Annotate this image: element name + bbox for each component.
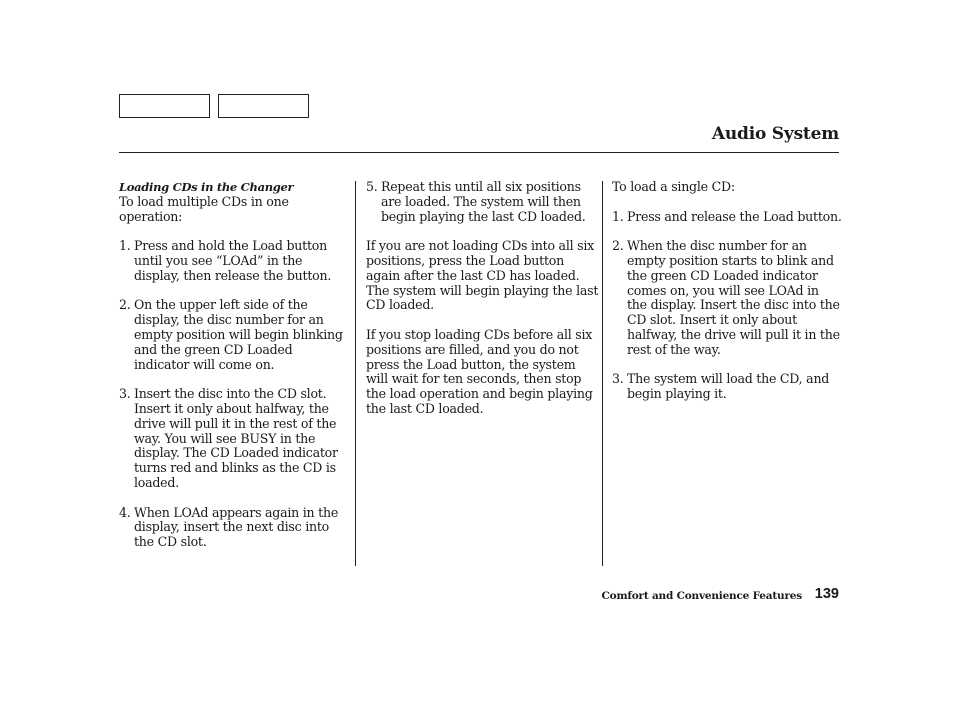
column-2 (366, 180, 600, 432)
intro-text: To load multiple CDs in one operation: (119, 193, 289, 224)
step-text: Press and release the Load button. (627, 208, 842, 224)
step-text: When LOAd appears again in the display, insert the next disc into the CD slot. (134, 504, 339, 550)
paragraph: If you stop loading CDs before all six positions are filled, and you do not press the Load button, the system will wait for ten seconds, then stop the load operation and begin playing the last CD loaded. (366, 326, 593, 416)
footer-section-label: Comfort and Convenience Features (601, 590, 802, 602)
step-item (612, 372, 842, 402)
page-number: 139 (814, 586, 839, 602)
step-item (612, 239, 842, 357)
intro-text: To load a single CD: (612, 179, 735, 194)
step-number: 1. (612, 208, 624, 224)
step-text: On the upper left side of the display, the disc number for an empty position will begin blinking and the green CD Loaded indicator will come on. (134, 297, 343, 372)
next-section-button[interactable] (218, 94, 309, 118)
step-number: 4. (119, 504, 131, 520)
section-heading: Loading CDs in the Changer (119, 180, 294, 194)
page-title: Audio System (711, 124, 839, 144)
step-item (119, 239, 347, 283)
step-item (366, 180, 600, 224)
step-text: Press and hold the Load button until you see “LOAd” in the display, then release the button. (134, 238, 332, 283)
column-3 (612, 180, 842, 417)
step-text: Repeat this until all six positions are loaded. The system will then begin playing the last CD loaded. (381, 179, 586, 224)
step-number: 2. (612, 238, 624, 254)
step-number: 2. (119, 297, 131, 313)
step-text: The system will load the CD, and begin playing it. (627, 371, 830, 402)
step-number: 3. (119, 386, 131, 402)
step-text: Insert the disc into the CD slot. Insert it only about halfway, the drive will pull it in the rest of the way. You will see BUSY in the display. The CD Loaded indicator turns red and blinks as the CD is loaded. (134, 386, 338, 490)
column-divider (355, 181, 356, 566)
header-rule (119, 152, 839, 153)
column-1 (119, 180, 347, 565)
previous-section-button[interactable] (119, 94, 210, 118)
step-item (119, 298, 347, 372)
step-text: When the disc number for an empty position starts to blink and the green CD Loaded indicator comes on, you will see LOAd in the display. Insert the disc into the CD slot. Insert it only about halfway, the drive will pull it in the rest of the way. (627, 238, 840, 357)
step-number: 3. (612, 371, 624, 387)
step-number: 1. (119, 238, 131, 254)
step-item (119, 506, 347, 550)
step-item (119, 387, 347, 491)
step-number: 5. (366, 179, 378, 194)
column-divider (602, 181, 603, 566)
paragraph: If you are not loading CDs into all six positions, press the Load button again after the last CD has loaded. The system will begin playing the last CD loaded. (366, 238, 599, 313)
step-item (612, 210, 842, 225)
